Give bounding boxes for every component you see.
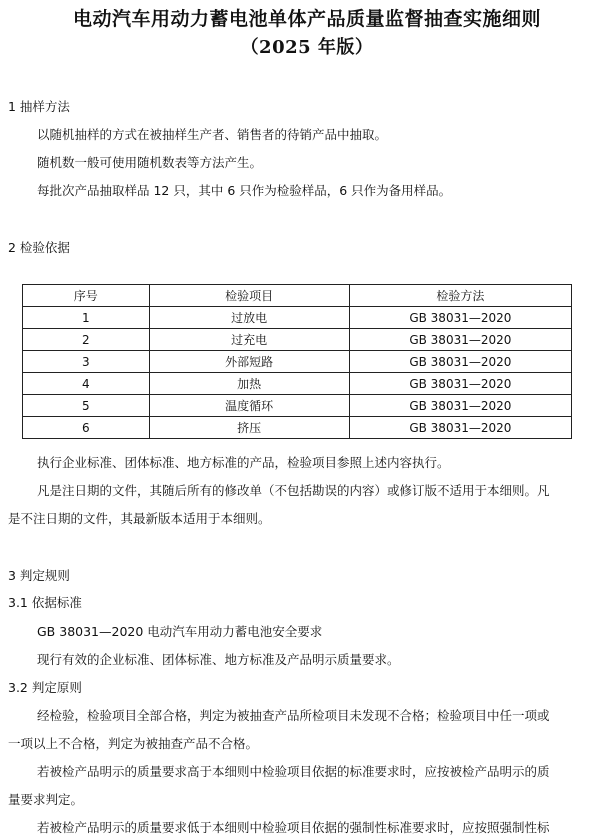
row-item: 挤压	[149, 417, 349, 439]
standard-reference: GB 38031—2020 电动汽车用动力蓄电池安全要求	[37, 624, 323, 639]
paragraph: 执行企业标准、团体标准、地方标准的产品，检验项目参照上述内容执行。	[37, 455, 450, 470]
row-no: 2	[23, 329, 150, 351]
table-row	[23, 351, 572, 373]
paragraph: 现行有效的企业标准、团体标准、地方标准及产品明示质量要求。	[37, 652, 400, 667]
paragraph: 若被检产品明示的质量要求低于本细则中检验项目依据的强制性标准要求时，应按照强制性标	[37, 820, 550, 835]
paragraph: 经检验，检验项目全部合格，判定为被抽查产品所检项目未发现不合格；检验项目中任一项或	[37, 708, 550, 723]
row-no: 4	[23, 373, 150, 395]
table-row	[23, 417, 572, 439]
paragraph: 每批次产品抽取样品 12 只，其中 6 只作为检验样品，6 只作为备用样品。	[37, 183, 452, 198]
row-item: 过充电	[149, 329, 349, 351]
row-method: GB 38031—2020	[349, 373, 571, 395]
row-item: 温度循环	[149, 395, 349, 417]
paragraph: 随机数一般可使用随机数表等方法产生。	[37, 155, 263, 170]
row-no: 6	[23, 417, 150, 439]
row-method: GB 38031—2020	[349, 329, 571, 351]
paragraph: 以随机抽样的方式在被抽样生产者、销售者的待销产品中抽取。	[37, 127, 388, 142]
paragraph: 若被检产品明示的质量要求高于本细则中检验项目依据的标准要求时，应按被检产品明示的质	[37, 764, 550, 779]
table-row	[23, 395, 572, 417]
table-row	[23, 329, 572, 351]
row-method: GB 38031—2020	[349, 417, 571, 439]
inspection-table	[22, 284, 572, 439]
column-header-item: 检验项目	[149, 285, 349, 307]
row-method: GB 38031—2020	[349, 395, 571, 417]
section-1-heading: 1 抽样方法	[8, 99, 70, 114]
paragraph-continuation: 量要求判定。	[8, 792, 84, 807]
row-method: GB 38031—2020	[349, 351, 571, 373]
section-2-heading: 2 检验依据	[8, 240, 70, 255]
row-no: 1	[23, 307, 150, 329]
document-title: 电动汽车用动力蓄电池单体产品质量监督抽查实施细则	[72, 8, 541, 30]
column-header-no: 序号	[23, 285, 150, 307]
row-method: GB 38031—2020	[349, 307, 571, 329]
row-no: 5	[23, 395, 150, 417]
paragraph-continuation: 一项以上不合格，判定为被抽查产品不合格。	[8, 736, 259, 751]
subsection-3-1-heading: 3.1 依据标准	[8, 595, 82, 610]
paragraph-continuation: 是不注日期的文件，其最新版本适用于本细则。	[8, 511, 271, 526]
table-row	[23, 373, 572, 395]
section-3-heading: 3 判定规则	[8, 568, 70, 583]
row-item: 加热	[149, 373, 349, 395]
row-item: 过放电	[149, 307, 349, 329]
paragraph: 凡是注日期的文件，其随后所有的修改单（不包括勘误的内容）或修订版不适用于本细则。凡	[37, 483, 550, 498]
document-edition: （2025 年版）	[240, 37, 374, 58]
row-no: 3	[23, 351, 150, 373]
table-header-row	[23, 285, 572, 307]
table-row	[23, 307, 572, 329]
column-header-method: 检验方法	[349, 285, 571, 307]
row-item: 外部短路	[149, 351, 349, 373]
subsection-3-2-heading: 3.2 判定原则	[8, 680, 82, 695]
